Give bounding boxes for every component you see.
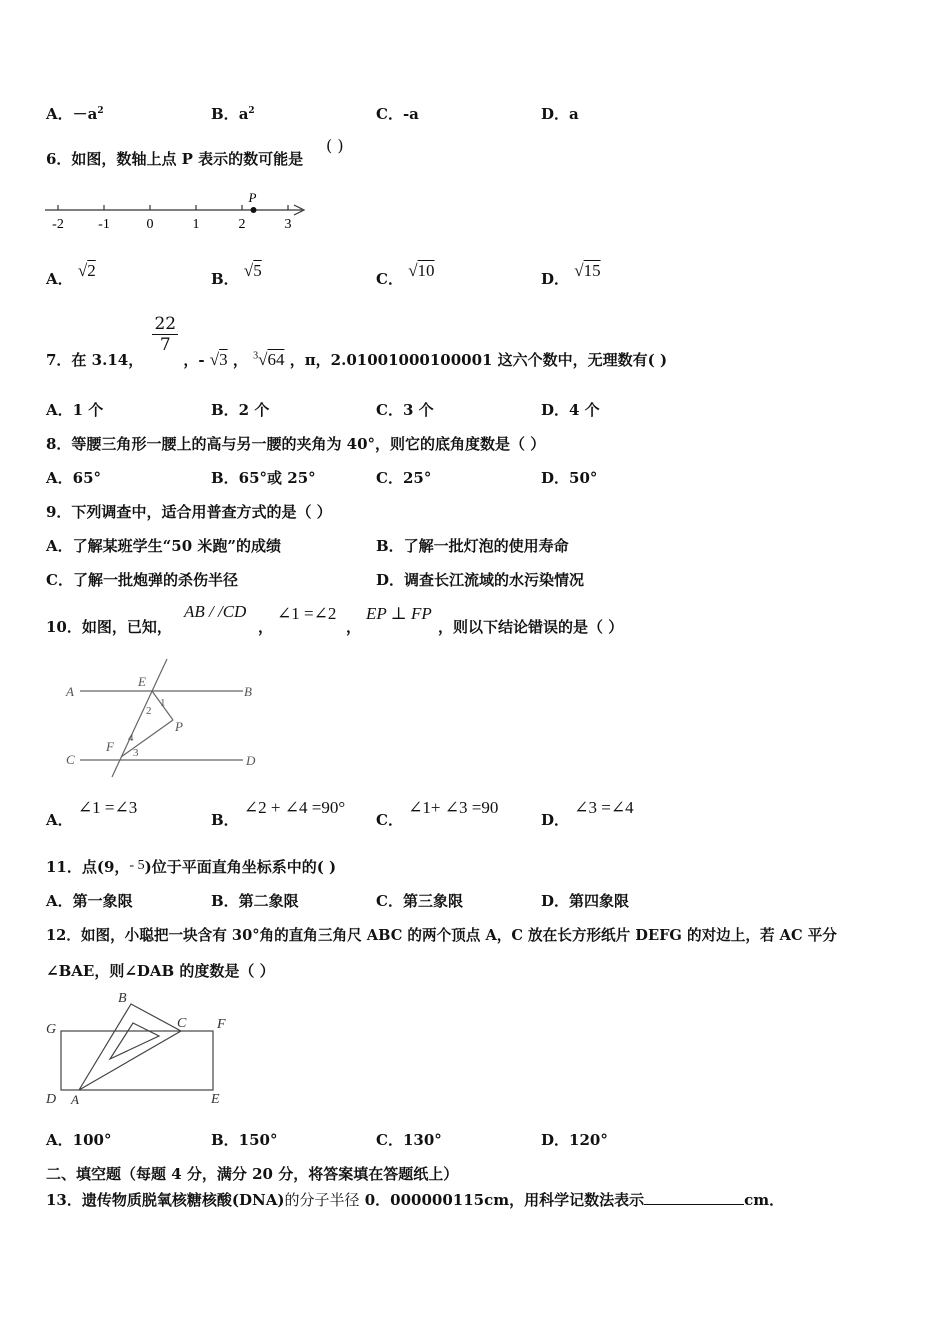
- negative-five: - 5: [129, 858, 145, 873]
- q11-option-d: D．第四象限: [541, 892, 630, 910]
- sqrt-3: √3: [209, 349, 228, 369]
- cube-root-64: $^3$√64: [253, 349, 285, 369]
- q10-stem: [46, 616, 172, 637]
- q12-option-b: B．150°: [211, 1131, 278, 1149]
- q6-answer-paren: ( ): [326, 136, 344, 155]
- question-text: 10．如图，已知，: [46, 618, 172, 636]
- q10-option-d: [541, 798, 634, 830]
- option-label: B．: [211, 270, 239, 288]
- q6-option-b: [211, 261, 262, 289]
- q9-option-a: A．了解某班学生“50 米跑”的成绩: [46, 537, 281, 555]
- option-label: D．: [541, 270, 570, 288]
- label-b: B: [118, 991, 127, 1006]
- q8-option-d: D．50°: [541, 469, 598, 487]
- point-p: [251, 207, 257, 213]
- q11-option-b: B．第二象限: [211, 892, 299, 910]
- option-label: C．: [376, 270, 403, 288]
- condition-perpendicular: EP ⊥ FP: [366, 604, 432, 623]
- option-value: ∠1 =∠3: [77, 798, 138, 817]
- q5-option-b: [211, 103, 255, 124]
- q10-option-c: [376, 798, 499, 830]
- axis-tick-label: 2: [238, 217, 246, 232]
- label-f: F: [217, 1017, 226, 1032]
- q7-option-a: A．1 个: [46, 401, 104, 419]
- angle-4-label: 4: [128, 732, 134, 744]
- radicand: 5: [253, 261, 262, 280]
- label-a: A: [66, 684, 74, 699]
- axis-tick-label: 0: [146, 217, 154, 232]
- q9-option-c: C．了解一批炮弹的杀伤半径: [46, 571, 238, 589]
- option-label: A．: [46, 105, 73, 123]
- option-label: A．: [46, 270, 73, 288]
- option-label: C．: [376, 105, 403, 123]
- q8-option-c: C．25°: [376, 469, 432, 487]
- question-text: 11．点(9，: [46, 858, 130, 876]
- q12-stem-line1: 12．如图，小聪把一块含有 30°角的直角三角尺 ABC 的两个顶点 A，C 放在长方形纸片 DEFG 的对边上，若 AC 平分: [46, 927, 837, 944]
- q5-option-a: [46, 103, 104, 124]
- sqrt-expression: √2: [77, 261, 96, 280]
- q11-stem: [46, 856, 336, 877]
- q10-stem-end: ，则以下结论错误的是（ ）: [438, 618, 624, 636]
- q8-option-b: B．65°或 25°: [211, 469, 316, 487]
- label-c: C: [66, 752, 75, 767]
- sqrt-expression: √10: [408, 261, 435, 280]
- radicand: 10: [417, 261, 435, 280]
- q6-option-d: [541, 261, 601, 289]
- denominator: 7: [159, 335, 171, 355]
- q9-option-d: D．调查长江流域的水污染情况: [376, 571, 585, 589]
- q8-stem: 8．等腰三角形一腰上的高与另一腰的夹角为 40°，则它的底角度数是（ ）: [46, 435, 546, 453]
- triangle-abc-inner: [110, 1023, 159, 1059]
- option-label: D．: [541, 811, 570, 829]
- exponent: 2: [97, 106, 104, 116]
- dna-term: (DNA): [231, 1191, 285, 1209]
- label-f: F: [106, 739, 114, 754]
- q8-option-a: A．65°: [46, 469, 102, 487]
- section-title: 二、填空题（每题 4 分，满分 20 分，将答案填在答题纸上）: [46, 1165, 459, 1183]
- option-value: ∠2 + ∠4 =90°: [243, 798, 346, 817]
- option-value: a: [238, 105, 249, 123]
- question-text: ，-: [183, 350, 205, 369]
- axis-tick-label: -1: [98, 217, 110, 232]
- angle-1-label: 1: [160, 697, 166, 709]
- q12-option-c: C．130°: [376, 1131, 442, 1149]
- axis-tick-label: 1: [192, 217, 200, 232]
- q10-option-a: [46, 798, 138, 830]
- question-text: 的分子半径: [284, 1191, 360, 1209]
- sqrt-expression: √15: [574, 261, 601, 280]
- separator: ，: [232, 350, 248, 369]
- label-g: G: [46, 1022, 57, 1037]
- label-e: E: [138, 674, 146, 689]
- q7-stem: [46, 314, 668, 369]
- q6-option-c: [376, 261, 435, 289]
- radicand: 64: [267, 349, 285, 369]
- point-p-label: P: [248, 190, 257, 205]
- unit-text: cm．: [744, 1191, 785, 1209]
- q6-option-a: [46, 261, 96, 289]
- question-text: ，π，2.01001000100001 这六个数中，无理数有( ): [289, 350, 668, 369]
- label-e: E: [211, 1092, 220, 1107]
- label-d: D: [246, 753, 256, 768]
- axis-tick-label: 3: [284, 217, 292, 232]
- q7-option-c: C．3 个: [376, 401, 434, 419]
- q5-option-c: [376, 103, 419, 124]
- root-index: 3: [253, 349, 259, 361]
- question-text: 13．遗传物质脱氧核糖核酸: [46, 1191, 232, 1209]
- separator: ，: [258, 618, 274, 636]
- q12-option-d: D．120°: [541, 1131, 608, 1149]
- separator: ，: [346, 618, 362, 636]
- question-text: 0．000000115cm，用科学记数法表示: [364, 1191, 645, 1209]
- q7-option-b: B．2 个: [211, 401, 270, 419]
- angle-3-label: 3: [133, 747, 139, 759]
- option-label: D．: [541, 105, 570, 123]
- q9-stem: 9．下列调查中，适合用普查方式的是（ ）: [46, 503, 332, 521]
- option-label: B．: [211, 105, 239, 123]
- angle-2-label: 2: [146, 705, 152, 717]
- option-label: C．: [376, 811, 403, 829]
- question-text: 6．如图，数轴上点 P 表示的数可能是: [46, 150, 304, 168]
- option-label: B．: [211, 811, 239, 829]
- label-d: D: [46, 1092, 57, 1107]
- label-p: P: [175, 719, 183, 734]
- answer-blank[interactable]: [644, 1204, 744, 1205]
- q13-stem: [46, 1189, 784, 1210]
- condition-angle-equal: ∠1 =∠2: [277, 604, 337, 623]
- q12-stem-line2: ∠BAE，则∠DAB 的度数是（ ）: [46, 962, 275, 980]
- q7-option-d: D．4 个: [541, 401, 600, 419]
- option-value: a: [569, 105, 579, 123]
- q11-option-a: A．第一象限: [46, 892, 133, 910]
- triangle-rectangle-figure: [40, 986, 240, 1112]
- option-value: -a: [402, 105, 419, 123]
- q5-option-d: [541, 103, 579, 124]
- triangle-abc-outer: [79, 1004, 181, 1090]
- q11-option-c: C．第三象限: [376, 892, 463, 910]
- axis-tick-label: -2: [52, 217, 64, 232]
- q6-stem: [46, 148, 303, 169]
- radicand: 15: [583, 261, 601, 280]
- question-text: 7．在 3.14，: [46, 350, 144, 369]
- label-b: B: [244, 684, 252, 699]
- option-value: －a: [72, 105, 98, 123]
- condition-parallel: AB / /CD: [184, 602, 247, 621]
- q10-option-b: [211, 798, 346, 830]
- q9-option-b: B．了解一批灯泡的使用寿命: [376, 537, 569, 555]
- exponent: 2: [248, 106, 255, 116]
- sqrt-expression: √5: [243, 261, 262, 280]
- radicand: 2: [87, 261, 96, 280]
- label-a: A: [71, 1092, 79, 1107]
- parallel-lines-figure: [60, 654, 270, 782]
- option-value: ∠3 =∠4: [574, 798, 634, 817]
- label-c: C: [177, 1016, 187, 1031]
- option-label: A．: [46, 811, 73, 829]
- fraction-22-7: [152, 314, 178, 355]
- option-value: ∠1+ ∠3 =90: [408, 798, 499, 817]
- numerator: 22: [154, 314, 177, 334]
- number-line-figure: [40, 188, 320, 234]
- q12-option-a: A．100°: [46, 1131, 112, 1149]
- question-text: )位于平面直角坐标系中的( ): [144, 858, 337, 876]
- radicand: 3: [219, 349, 228, 369]
